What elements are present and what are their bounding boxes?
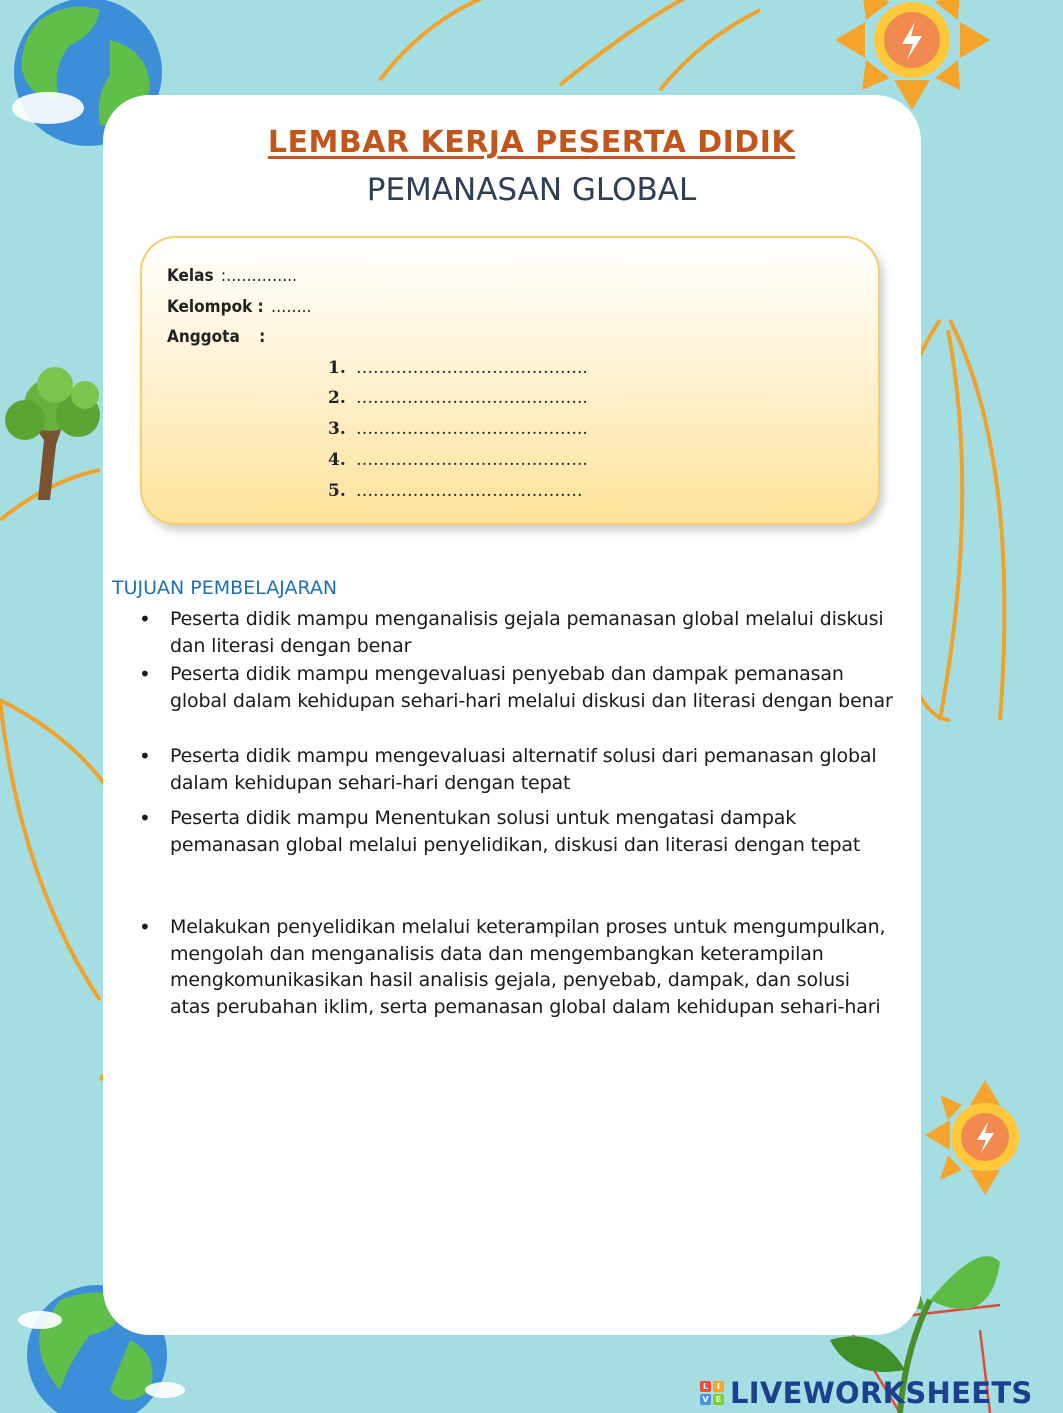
member-input-line[interactable]: …………………………………. — [356, 481, 583, 501]
anggota-colon: : — [259, 327, 266, 347]
member-number: 2. — [328, 388, 346, 408]
member-row[interactable] — [328, 419, 588, 439]
member-input-line[interactable]: ………………………………….. — [356, 358, 588, 378]
learning-objectives-heading: TUJUAN PEMBELAJARAN — [112, 577, 338, 599]
kelompok-field — [167, 297, 311, 317]
member-input-line[interactable]: ………………………………….. — [356, 450, 588, 470]
page-title: LEMBAR KERJA PESERTA DIDIK — [267, 125, 796, 160]
member-number: 1. — [328, 358, 346, 378]
anggota-label: Anggota — [167, 327, 240, 347]
member-row[interactable] — [328, 358, 588, 378]
member-row[interactable] — [328, 450, 588, 470]
member-row[interactable] — [328, 388, 588, 408]
kelas-label: Kelas — [167, 266, 214, 286]
tree-icon — [5, 367, 100, 500]
objective-item: • Peserta didik mampu mengevaluasi penyebab dan dampak pemanasan global dalam kehidupan sehari-hari melalui diskusi dan literasi dengan benar — [170, 661, 895, 714]
member-row[interactable] — [328, 481, 582, 501]
member-number: 3. — [328, 419, 346, 439]
kelompok-label: Kelompok : — [167, 297, 264, 317]
member-number: 5. — [328, 481, 346, 501]
page-subtitle: PEMANASAN GLOBAL — [366, 172, 697, 208]
member-input-line[interactable]: ………………………………….. — [356, 388, 588, 408]
kelas-input-line[interactable]: :………….. — [220, 266, 297, 286]
kelompok-input-line[interactable]: …….. — [271, 297, 312, 317]
member-input-line[interactable]: ………………………………….. — [356, 419, 588, 439]
liveworksheets-watermark — [700, 1376, 1033, 1410]
brand-name: LIVEWORKSHEETS — [730, 1376, 1033, 1410]
sun-icon — [925, 1080, 1019, 1195]
objective-item: • Melakukan penyelidikan melalui keterampilan proses untuk mengumpulkan, mengolah dan menganalisis data dan mengembangkan keterampilan mengkomunikasikan hasil analisis gejala, penyebab, dampak, dan solusi atas perubahan iklim, serta pemanasan global dalam kehidupan sehari-hari — [170, 914, 895, 1020]
kelas-field — [167, 266, 297, 286]
objective-item: • Peserta didik mampu mengevaluasi alternatif solusi dari pemanasan global dalam kehidupan sehari-hari dengan tepat — [170, 743, 895, 796]
objective-item: • Peserta didik mampu Menentukan solusi untuk mengatasi dampak pemanasan global melalui penyelidikan, diskusi dan literasi dengan tepat — [170, 805, 895, 858]
anggota-field — [167, 327, 265, 347]
liveworksheets-logo-icon: L I V E — [700, 1381, 724, 1405]
objective-item: • Peserta didik mampu menganalisis gejala pemanasan global melalui diskusi dan literasi dengan benar — [170, 606, 895, 659]
sun-icon — [835, 0, 990, 110]
member-number: 4. — [328, 450, 346, 470]
